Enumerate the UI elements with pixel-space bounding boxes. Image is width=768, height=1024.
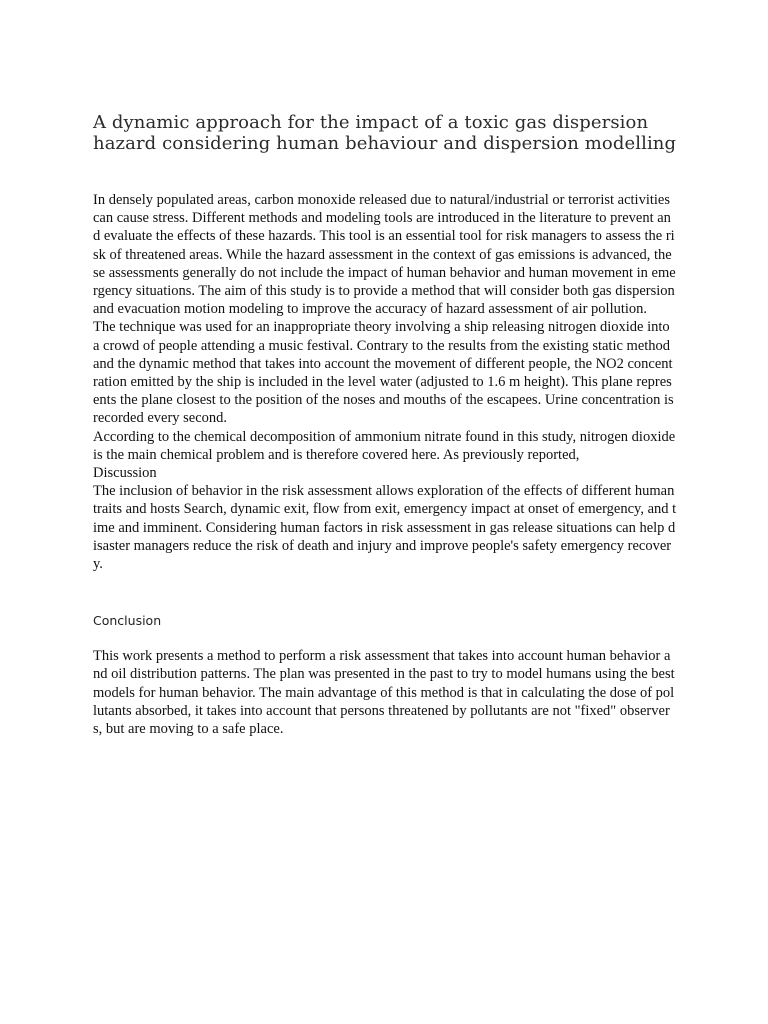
discussion-label: Discussion — [93, 465, 157, 482]
conclusion-section — [93, 647, 677, 738]
document-body — [93, 191, 677, 573]
conclusion-heading: Conclusion — [93, 613, 162, 629]
document-page — [93, 112, 677, 738]
paragraph-technique: The technique was used for an inappropriate theory involving a ship releasing nitrogen dioxide into a crowd of people attending a music festival. Contrary to the results from the existing static method and the dynamic method that takes into account the movement of different people, the NO2 concentration emitted by the ship is included in the level water (adjusted to 1.6 m height). This plane represents the plane closest to the position of the noses and mouths of the escapees. Urine concentration is recorded every second. — [93, 319, 674, 427]
paragraph-chemical-decomposition: According to the chemical decomposition of ammonium nitrate found in this study, nitrogen dioxide is the main chemical problem and is therefore covered here. As previously reported, — [93, 428, 676, 463]
document-title: A dynamic approach for the impact of a toxic gas dispersion hazard considering human behaviour and dispersion modelling — [93, 112, 677, 154]
paragraph-discussion: The inclusion of behavior in the risk assessment allows exploration of the effects of different human traits and hosts Search, dynamic exit, flow from exit, emergency impact at onset of emergency, and time and imminent. Considering human factors in risk assessment in gas release situations can help disaster managers reduce the risk of death and injury and improve people's safety emergency recovery. — [93, 483, 677, 573]
paragraph-conclusion: This work presents a method to perform a risk assessment that takes into account human behavior and oil distribution patterns. The plan was presented in the past to try to model humans using the best models for human behavior. The main advantage of this method is that in calculating the dose of pollutants absorbed, it takes into account that persons threatened by pollutants are not "fixed" observers, but are moving to a safe place. — [93, 648, 675, 738]
paragraph-introduction: In densely populated areas, carbon monoxide released due to natural/industrial or terrorist activities can cause stress. Different methods and modeling tools are introduced in the literature to prevent and evaluate the effects of these hazards. This tool is an essential tool for risk managers to assess the risk of threatened areas. While the hazard assessment in the context of gas emissions is advanced, these assessments generally do not include the impact of human behavior and human movement in emergency situations. The aim of this study is to provide a method that will consider both gas dispersion and evacuation motion modeling to improve the accuracy of hazard assessment of air pollution. — [93, 192, 676, 318]
